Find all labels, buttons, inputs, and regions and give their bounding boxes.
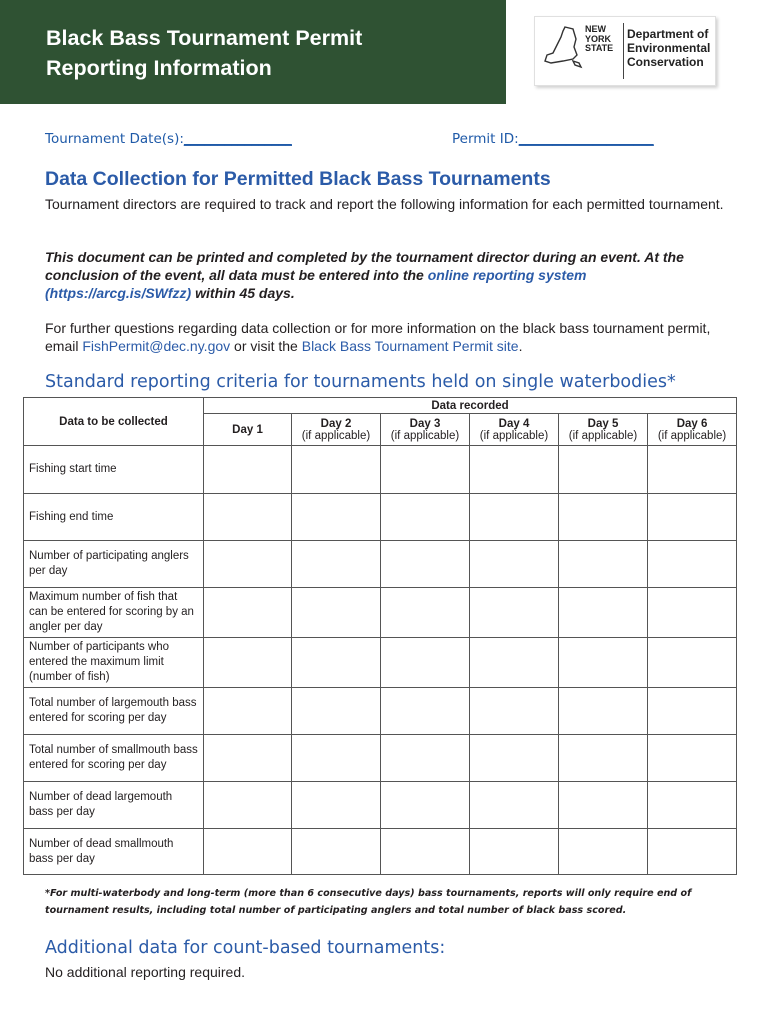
column-header-day-3: Day 3 (if applicable) — [381, 414, 470, 446]
data-cell[interactable] — [292, 494, 381, 541]
section-heading-count-based: Additional data for count-based tournaments: — [45, 938, 446, 958]
data-cell[interactable] — [648, 782, 737, 829]
data-cell[interactable] — [559, 829, 648, 875]
data-cell[interactable] — [204, 688, 292, 735]
data-cell[interactable] — [648, 829, 737, 875]
count-based-note: No additional reporting required. — [45, 964, 246, 980]
row-label: Number of participating anglers per day — [24, 541, 204, 588]
data-cell[interactable] — [559, 494, 648, 541]
permit-site-link[interactable]: Black Bass Tournament Permit site — [301, 338, 519, 354]
column-header-day-5: Day 5 (if applicable) — [559, 414, 648, 446]
permit-id-input[interactable]: ____________________ — [518, 131, 654, 147]
contact-paragraph: For further questions regarding data collection or for more information on the black bass tournament permit, email FishPermit@dec.ny.gov or visit the Black Bass Tournament Permit site. — [45, 320, 711, 354]
table-row — [24, 541, 737, 588]
online-reporting-system-link[interactable]: online reporting system — [427, 267, 587, 283]
row-label: Number of dead smallmouth bass per day — [24, 829, 204, 875]
data-cell[interactable] — [292, 829, 381, 875]
email-link[interactable]: FishPermit@dec.ny.gov — [82, 338, 231, 354]
row-label: Number of participants who entered the maximum limit (number of fish) — [24, 638, 204, 688]
data-cell[interactable] — [204, 541, 292, 588]
row-label: Maximum number of fish that can be entered for scoring by an angler per day — [24, 588, 204, 638]
table-row — [24, 588, 737, 638]
data-cell[interactable] — [204, 446, 292, 494]
data-cell[interactable] — [648, 541, 737, 588]
tournament-dates-field[interactable] — [45, 131, 292, 147]
data-cell[interactable] — [470, 638, 559, 688]
data-cell[interactable] — [292, 446, 381, 494]
permit-id-field[interactable] — [452, 131, 654, 147]
column-header-day-1: Day 1 — [204, 414, 292, 446]
data-cell[interactable] — [204, 494, 292, 541]
data-cell[interactable] — [292, 638, 381, 688]
instructions-paragraph: This document can be printed and completed by the tournament director during an event. At the conclusion of the event, all data must be entered into the online reporting system (https://arcg.is/SWfzz) within 45 days. — [45, 249, 684, 301]
data-cell[interactable] — [381, 829, 470, 875]
data-cell[interactable] — [648, 588, 737, 638]
column-header-day-2: Day 2 (if applicable) — [292, 414, 381, 446]
table-row — [24, 494, 737, 541]
table-row — [24, 688, 737, 735]
data-cell[interactable] — [204, 829, 292, 875]
arcgis-url-link[interactable]: (https://arcg.is/SWfzz) — [45, 285, 192, 301]
table-row — [24, 782, 737, 829]
section-heading-data-collection: Data Collection for Permitted Black Bass Tournaments — [45, 168, 551, 190]
header-banner — [0, 0, 506, 104]
nys-dec-logo — [534, 16, 716, 86]
row-label: Fishing end time — [24, 494, 204, 541]
table-row — [24, 638, 737, 688]
column-header-data: Data to be collected — [24, 398, 204, 446]
data-cell[interactable] — [648, 638, 737, 688]
tournament-dates-label: Tournament Date(s): — [45, 131, 184, 147]
table-row — [24, 735, 737, 782]
title-line-2: Reporting Information — [46, 56, 272, 80]
data-cell[interactable] — [559, 782, 648, 829]
data-cell[interactable] — [559, 588, 648, 638]
data-cell[interactable] — [559, 735, 648, 782]
tournament-dates-input[interactable]: ________________ — [183, 131, 292, 147]
data-cell[interactable] — [204, 588, 292, 638]
data-cell[interactable] — [559, 446, 648, 494]
data-cell[interactable] — [648, 494, 737, 541]
logo-divider — [623, 23, 624, 79]
data-collection-table — [23, 397, 737, 875]
data-cell[interactable] — [470, 735, 559, 782]
data-cell[interactable] — [292, 541, 381, 588]
data-cell[interactable] — [648, 735, 737, 782]
row-label: Total number of largemouth bass entered for scoring per day — [24, 688, 204, 735]
title-line-1: Black Bass Tournament Permit — [46, 26, 363, 50]
data-cell[interactable] — [470, 541, 559, 588]
data-cell[interactable] — [470, 829, 559, 875]
data-cell[interactable] — [292, 782, 381, 829]
column-header-day-4: Day 4 (if applicable) — [470, 414, 559, 446]
data-cell[interactable] — [648, 446, 737, 494]
row-label: Fishing start time — [24, 446, 204, 494]
nys-wordmark: NEW YORK STATE — [585, 24, 614, 53]
data-cell[interactable] — [470, 588, 559, 638]
data-cell[interactable] — [292, 688, 381, 735]
document-title — [46, 23, 466, 83]
table-row — [24, 446, 737, 494]
data-cell[interactable] — [204, 735, 292, 782]
data-cell[interactable] — [292, 735, 381, 782]
row-label: Total number of smallmouth bass entered for scoring per day — [24, 735, 204, 782]
data-cell[interactable] — [648, 688, 737, 735]
data-cell[interactable] — [204, 638, 292, 688]
data-cell[interactable] — [292, 588, 381, 638]
new-york-state-map-icon — [543, 25, 583, 75]
section-heading-standard-criteria: Standard reporting criteria for tournaments held on single waterbodies* — [45, 372, 676, 392]
data-cell[interactable] — [470, 446, 559, 494]
data-cell[interactable] — [381, 688, 470, 735]
data-cell[interactable] — [381, 735, 470, 782]
data-cell[interactable] — [381, 541, 470, 588]
permit-id-label: Permit ID: — [452, 131, 519, 147]
data-cell[interactable] — [381, 588, 470, 638]
table-row — [24, 829, 737, 875]
column-header-day-6: Day 6 (if applicable) — [648, 414, 737, 446]
data-cell[interactable] — [381, 782, 470, 829]
data-cell[interactable] — [559, 638, 648, 688]
intro-paragraph: Tournament directors are required to track and report the following information for each permitted tournament. — [45, 196, 724, 212]
data-cell[interactable] — [381, 638, 470, 688]
column-header-data-recorded: Data recorded — [204, 398, 737, 414]
data-cell[interactable] — [204, 782, 292, 829]
data-cell[interactable] — [470, 494, 559, 541]
dec-wordmark: Department of Environmental Conservation — [627, 27, 711, 69]
row-label: Number of dead largemouth bass per day — [24, 782, 204, 829]
data-cell[interactable] — [470, 688, 559, 735]
data-cell[interactable] — [470, 782, 559, 829]
data-cell[interactable] — [381, 494, 470, 541]
data-cell[interactable] — [559, 688, 648, 735]
data-cell[interactable] — [559, 541, 648, 588]
footnote: *For multi-waterbody and long-term (more than 6 consecutive days) bass tournaments, reports will only require end of tournament results, including total number of participating anglers and total number of black bass scored. — [45, 888, 692, 916]
data-cell[interactable] — [381, 446, 470, 494]
